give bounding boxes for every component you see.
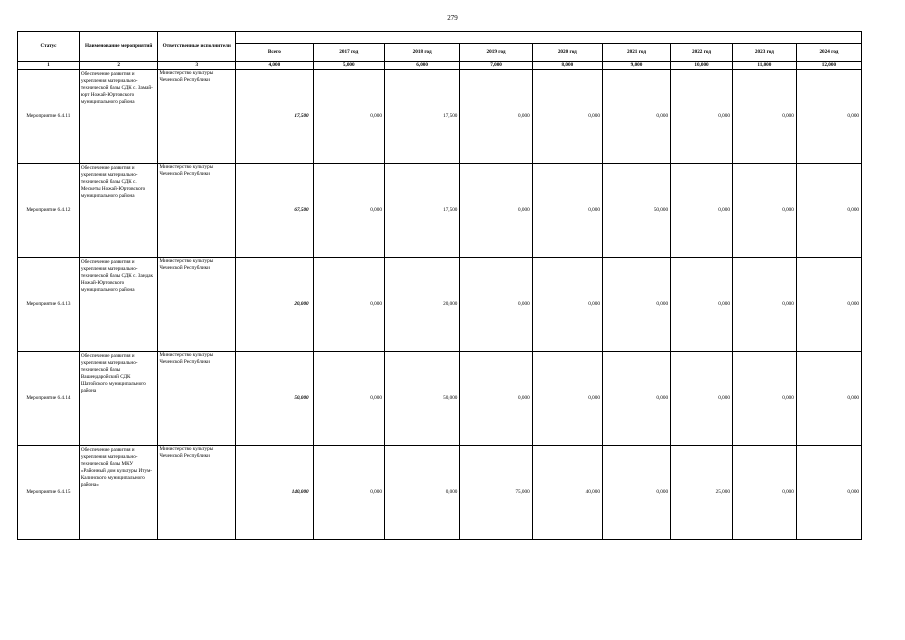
row-status: Мероприятие 6.4.12 (18, 164, 80, 258)
row-value-2022: 25,000 (671, 446, 733, 540)
row-value-2024: 0,000 (796, 352, 861, 446)
row-value-2020: 0,000 (532, 70, 602, 164)
row-value-2022: 0,000 (671, 258, 733, 352)
header-responsible: Ответственные исполнители (158, 32, 236, 62)
row-value-2020: 40,000 (532, 446, 602, 540)
header-name: Наименование мероприятий (79, 32, 158, 62)
row-responsible: Министерство культуры Чеченской Республики (158, 258, 236, 352)
row-value-2022: 0,000 (671, 164, 733, 258)
row-value-2017: 0,000 (313, 446, 384, 540)
table-row (18, 70, 862, 164)
table-row (18, 164, 862, 258)
row-name: Обеспечение развития и укрепления материально-технической базы СДК с. Замай-юрт Ножай-Юртовского муниципального района (79, 70, 158, 164)
column-number: 10,000 (671, 62, 733, 70)
row-value-2023: 0,000 (732, 352, 796, 446)
column-number: 8,000 (532, 62, 602, 70)
row-status: Мероприятие 6.4.13 (18, 258, 80, 352)
row-name: Обеспечение развития и укрепления материально-технической базы СДК с. Мескеты Ножай-Юртовского муниципального района (79, 164, 158, 258)
header-year-2021: 2021 год (602, 44, 670, 62)
row-responsible: Министерство культуры Чеченской Республики (158, 446, 236, 540)
row-value-2024: 0,000 (796, 446, 861, 540)
row-value-2023: 0,000 (732, 164, 796, 258)
header-year-2020: 2020 год (532, 44, 602, 62)
row-status: Мероприятие 6.4.11 (18, 70, 80, 164)
row-value-2018: 0,000 (384, 446, 459, 540)
row-value-2019: 0,000 (460, 352, 532, 446)
row-responsible: Министерство культуры Чеченской Республики (158, 70, 236, 164)
row-value-2018: 50,000 (384, 352, 459, 446)
row-total: 20,000 (236, 258, 314, 352)
header-status: Статус (18, 32, 80, 62)
row-value-2023: 0,000 (732, 258, 796, 352)
row-total: 140,000 (236, 446, 314, 540)
column-number: 5,000 (313, 62, 384, 70)
column-number: 7,000 (460, 62, 532, 70)
column-number: 12,000 (796, 62, 861, 70)
row-name: Обеспечение развития и укрепления материально-технической базы Вашендаройский СДК Шатойского муниципального района (79, 352, 158, 446)
row-total: 17,500 (236, 70, 314, 164)
row-value-2022: 0,000 (671, 70, 733, 164)
column-number: 3 (158, 62, 236, 70)
row-value-2018: 17,500 (384, 70, 459, 164)
column-number: 6,000 (384, 62, 459, 70)
row-value-2019: 75,000 (460, 446, 532, 540)
column-number: 4,000 (236, 62, 314, 70)
row-status: Мероприятие 6.4.15 (18, 446, 80, 540)
row-value-2023: 0,000 (732, 70, 796, 164)
header-year-2022: 2022 год (671, 44, 733, 62)
column-number: 2 (79, 62, 158, 70)
table-row (18, 258, 862, 352)
column-number: 9,000 (602, 62, 670, 70)
row-value-2017: 0,000 (313, 70, 384, 164)
row-value-2024: 0,000 (796, 258, 861, 352)
header-year-2024: 2024 год (796, 44, 861, 62)
row-value-2023: 0,000 (732, 446, 796, 540)
row-value-2021: 0,000 (602, 258, 670, 352)
row-status: Мероприятие 6.4.14 (18, 352, 80, 446)
row-name: Обеспечение развития и укрепления материально-технической базы МКУ «Районный дом культуры Итум-Калинского муниципального района» (79, 446, 158, 540)
row-value-2019: 0,000 (460, 164, 532, 258)
row-responsible: Министерство культуры Чеченской Республики (158, 352, 236, 446)
row-value-2019: 0,000 (460, 258, 532, 352)
page-number: 279 (447, 14, 458, 22)
row-value-2024: 0,000 (796, 164, 861, 258)
header-year-2017: 2017 год (313, 44, 384, 62)
row-value-2019: 0,000 (460, 70, 532, 164)
row-responsible: Министерство культуры Чеченской Республики (158, 164, 236, 258)
header-year-2023: 2023 год (732, 44, 796, 62)
table-row (18, 446, 862, 540)
row-value-2021: 0,000 (602, 70, 670, 164)
row-value-2021: 50,000 (602, 164, 670, 258)
row-value-2017: 0,000 (313, 258, 384, 352)
row-value-2020: 0,000 (532, 164, 602, 258)
row-value-2021: 0,000 (602, 446, 670, 540)
column-number-row (18, 62, 862, 70)
header-total: Всего (236, 44, 314, 62)
row-value-2017: 0,000 (313, 164, 384, 258)
row-value-2018: 20,000 (384, 258, 459, 352)
row-total: 67,500 (236, 164, 314, 258)
header-year-2018: 2018 год (384, 44, 459, 62)
row-value-2020: 0,000 (532, 258, 602, 352)
row-value-2017: 0,000 (313, 352, 384, 446)
column-number: 11,000 (732, 62, 796, 70)
row-total: 50,000 (236, 352, 314, 446)
row-value-2021: 0,000 (602, 352, 670, 446)
column-number: 1 (18, 62, 80, 70)
budget-table (17, 31, 862, 540)
header-finance-group (236, 32, 862, 44)
row-value-2020: 0,000 (532, 352, 602, 446)
row-value-2022: 0,000 (671, 352, 733, 446)
row-name: Обеспечение развития и укрепления материально-технической базы СДК с. Зандак Ножай-Юртовского муниципального района (79, 258, 158, 352)
row-value-2024: 0,000 (796, 70, 861, 164)
header-year-2019: 2019 год (460, 44, 532, 62)
table-row (18, 352, 862, 446)
row-value-2018: 17,500 (384, 164, 459, 258)
